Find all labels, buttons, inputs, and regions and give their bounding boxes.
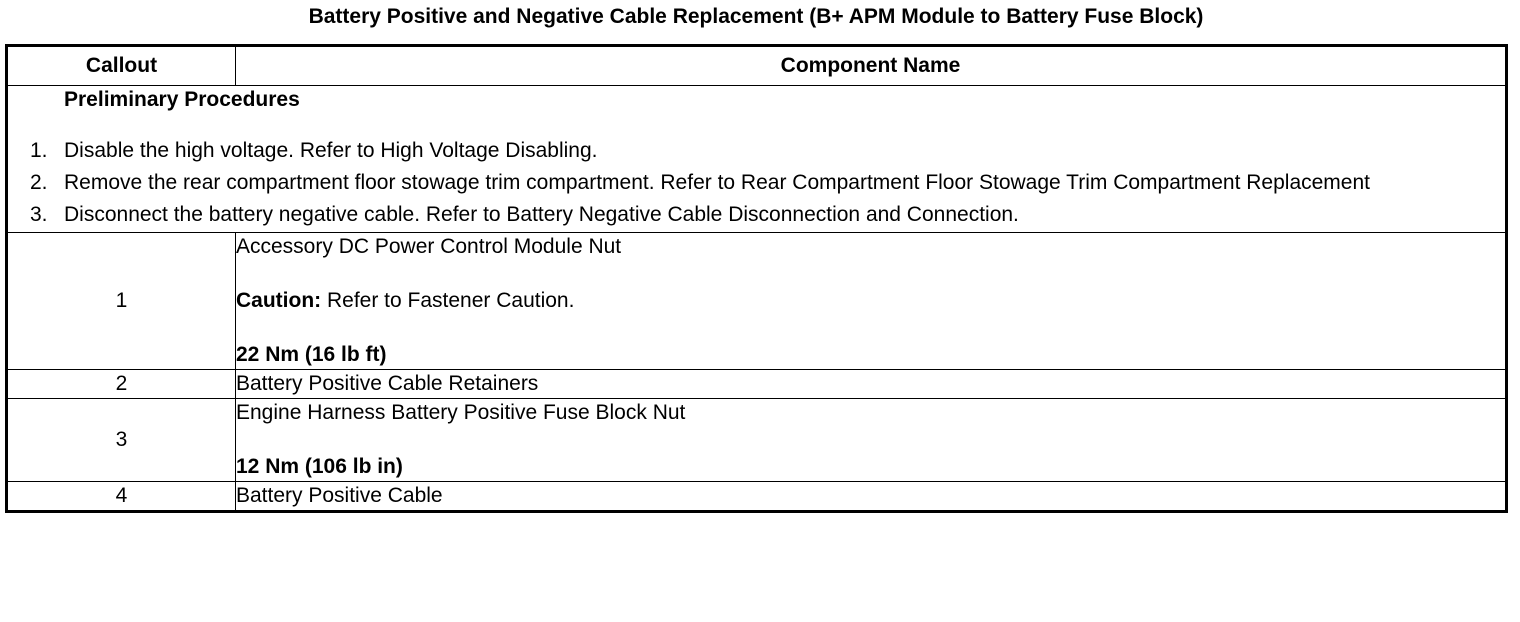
component-name: Battery Positive Cable <box>236 484 443 507</box>
table-row <box>7 233 1507 370</box>
table-row <box>7 482 1507 512</box>
component-cell <box>236 370 1507 399</box>
step-number: 2. <box>30 171 48 194</box>
table-row <box>7 370 1507 399</box>
callout-cell: 2 <box>7 370 236 399</box>
list-item <box>8 200 1505 230</box>
step-text: Disable the high voltage. Refer to High Voltage Disabling. <box>64 139 598 162</box>
preliminary-procedures-heading: Preliminary Procedures <box>64 88 300 111</box>
column-header-component-name: Component Name <box>236 46 1507 86</box>
table-row <box>7 399 1507 482</box>
step-text: Disconnect the battery negative cable. Refer to Battery Negative Cable Disconnection and Connection. <box>64 203 1019 226</box>
caution-label: Caution: <box>236 289 322 312</box>
callout-cell: 1 <box>7 233 236 370</box>
component-name: Accessory DC Power Control Module Nut <box>236 235 622 258</box>
component-name: Battery Positive Cable Retainers <box>236 372 539 395</box>
component-cell <box>236 399 1507 482</box>
component-table <box>5 44 1508 513</box>
component-cell <box>236 482 1507 512</box>
component-name: Engine Harness Battery Positive Fuse Block Nut <box>236 401 686 424</box>
step-number: 1. <box>30 139 48 162</box>
callout-cell: 3 <box>7 399 236 482</box>
callout-cell: 4 <box>7 482 236 512</box>
torque-spec: 22 Nm (16 lb ft) <box>236 343 387 366</box>
list-item <box>8 136 1505 166</box>
torque-spec: 12 Nm (106 lb in) <box>236 455 403 478</box>
caution-text: Refer to Fastener Caution. <box>321 289 575 312</box>
preliminary-procedures-cell <box>7 86 1507 233</box>
step-text: Remove the rear compartment floor stowage trim compartment. Refer to Rear Compartment Floor Stowage Trim Compartment Replacement <box>64 171 1370 194</box>
document-title: Battery Positive and Negative Cable Replacement (B+ APM Module to Battery Fuse Block) <box>308 5 1204 28</box>
step-number: 3. <box>30 203 48 226</box>
list-item <box>8 168 1505 198</box>
component-cell <box>236 233 1507 370</box>
preliminary-procedures-row <box>7 86 1507 233</box>
preliminary-steps-list <box>8 136 1505 230</box>
caution-note <box>236 287 1505 315</box>
column-header-callout: Callout <box>7 46 236 86</box>
table-header-row <box>7 46 1507 86</box>
